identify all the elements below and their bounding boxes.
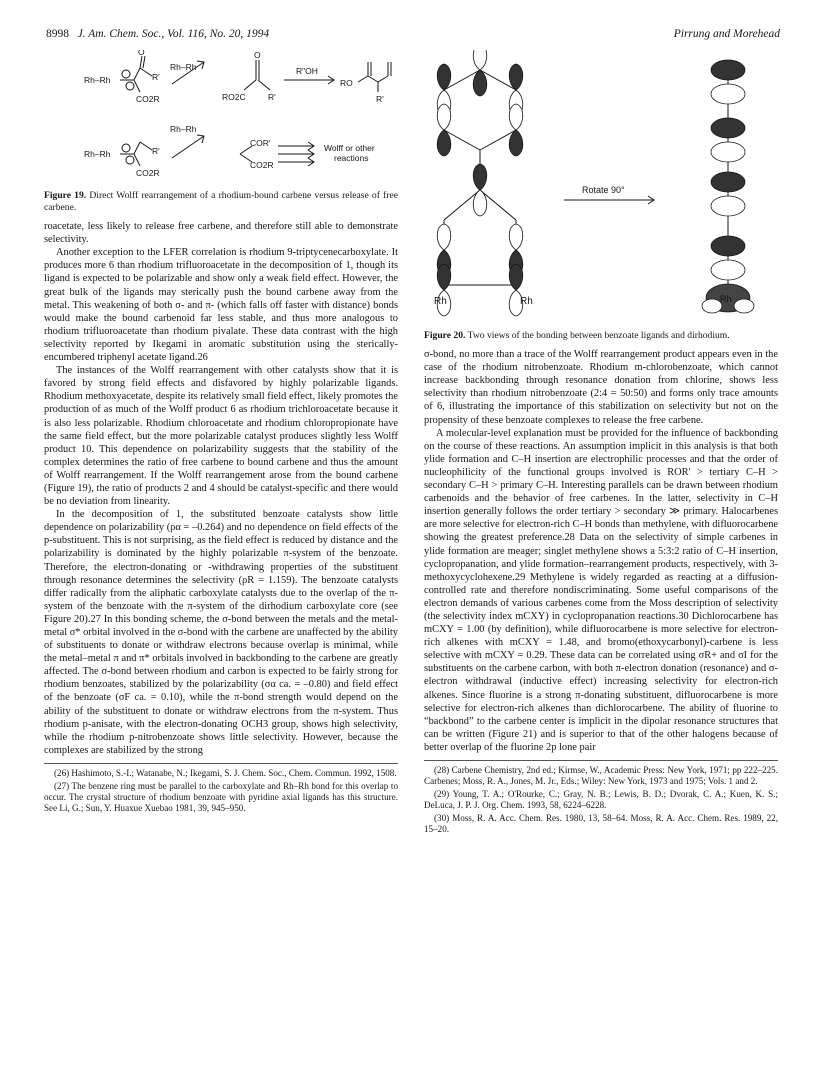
fig20-rotate-label: Rotate 90° (582, 185, 625, 195)
left-footnotes (44, 763, 398, 814)
fig19-ro2c: RO2C (222, 92, 246, 102)
running-header-authors: Pirrung and Morehead (673, 28, 780, 40)
right-paragraph-2: A molecular-level explanation must be provided for the influence of backbonding on the course of these reactions. An assumption implicit in this analysis is that both ylide formation and C–H insertion are electrophilic processes and that the order of nucleophilicity of the functional groups involved is ROR' > tertiary C–H > secondary C–H > primary C–H. Interesting parallels can be drawn between rhodium carbenoids and the behavior of free carbenes. In the latter, selectivity in C–H insertion generally follows the order tertiary > secondary ≫ primary. Halocarbenes are more selective for electron-rich C–H bonds than methylene, with difluorocarbene showing the greatest preference.28 Data on the selectivity of simple carbenes in ylide formation are meager; singlet methylene shows a 5:3:2 ratio of C–H insertion, cyclopropanation, and ylide formation–rearrangement products, respectively, with 3-methoxycyclohexene.29 Methylene is widely regarded as reacting at a diffusion-controlled rate and therefore nondiscriminating. Some useful comparisons of the electron demands of various carbenes come from the Moss description of selectivity (the selectivity index mCXY) in cyclopropanation reactions.30 Dichlorocarbene has mCXY = 1.00 (by definition), while difluorocarbene is more selective for electron-rich alkenes with mCXY = 1.48, and bromo(ethoxycarbonyl)-carbene is less selective with mCXY = 0.29. These data can be correlated using σR+ and σI for the substituents on the carbene carbon, with both π-electron donation (resonance) and σ-electron withdrawal (inductive effect) increasing selectivity for electron-rich alkenes. Since fluorine is a strong π-donating substituent, difluorocarbene is more selective for electron-rich alkenes than dichlorocarbene. The ability of fluorine to “backbond” to the carbene center is implicit in the dipolar resonance structures that can be written (Figure 21) and is superior to that of the other halogens because of better overlap of the fluorine 2p lone pair (424, 427, 779, 753)
figure-20-caption-text: Two views of the bonding between benzoate ligands and dirhodium. (467, 330, 730, 342)
fig19-cor: COR' (250, 138, 271, 148)
footnote-29: (29) Young, T. A.; O'Rourke, C.; Gray, N. B.; Lewis, B. D.; Dvorak, C. A.; Kuen, K. S.; DeLuca, J. P. J. Org. Chem. 1993, 58, 6224–6228. (424, 789, 778, 810)
fig19-rhrh-bottom: Rh–Rh (170, 124, 197, 134)
fig19-alcohol: R"OH (296, 66, 318, 76)
page-number: 8998 (46, 28, 69, 40)
fig19-co2r-bottom: CO2R (136, 168, 160, 178)
fig19-wolff-label: Wolff or other (324, 143, 375, 153)
journal-citation: J. Am. Chem. Soc., Vol. 116, No. 20, 1994 (77, 28, 270, 40)
right-footnotes (424, 760, 778, 835)
left-column (44, 50, 398, 816)
fig19-rhrh-top: Rh–Rh (170, 62, 197, 72)
footnote-27: (27) The benzene ring must be parallel to the carboxylate and Rh–Rh bond for this overlap to occur. The crystal structure of rhodium benzoate with pyridine axial ligands has this structure. See Li, G.; Sun, Y. Huaxue Xuebao 1981, 39, 945–950. (44, 780, 398, 813)
footnote-28: (28) Carbene Chemistry, 2nd ed.; Kirmse, W., Academic Press: New York, 1971; pp 222–225. Carbenes; Moss, R. A., Jones, M. Jr., Eds.; Wiley: New York, 1973 and 1975; Vols. 1 and 2. (424, 765, 778, 786)
fig19-malonate-rprime: R' (376, 94, 384, 104)
running-header-left (46, 28, 269, 40)
figure-19 (44, 50, 398, 214)
figure-20-caption (424, 330, 778, 342)
fig19-reactions-label: reactions (334, 153, 369, 163)
left-paragraph-2: Another exception to the LFER correlation is rhodium 9-triptycenecarboxylate. It produces more 6 than rhodium trifluoroacetate in the decomposition of 1, though its ligand is expected to be polarizable and show only a weak field effect. However, the great bulk of the ligands may sterically push the bound carbene away from the metal. This weakening of both σ- and π- (which falls off faster with distance) bonds would make the bound carbenoid far less stable, and thus more analogous to rhodium trifluoroacetate than rhodium pivalate. These data contrast with the high selectivity reported by Ikegami in aromatic substitution using the sterically-encumbered triphenyl acetate ligand.26 (44, 247, 398, 364)
right-paragraph-1: σ-bond, no more than a trace of the Wolff rearrangement product appears even in the case of the rhodium nitrobenzoate. Rhodium m-chlorobenzoate, which cannot increase backbonding through resonance donation from chlorine, shows less selectivity than rhodium nitrobenzoate (2:4 = 50:50) and forms only trace amounts of 6, illustrating the importance of this stabilization on selectivity but not on the propensity of these benzoate complexes to release the free carbene. (424, 349, 778, 426)
fig20-rh-right: Rh (520, 296, 533, 307)
figure-19-caption-text: Direct Wolff rearrangement of a rhodium-bound carbene versus release of free carbene. (44, 190, 398, 214)
fig19-co2r-top: CO2R (136, 94, 160, 104)
fig19-rprime-top: R' (152, 72, 160, 82)
figure-20 (424, 50, 778, 342)
fig19-ro: RO (340, 78, 353, 88)
figure-20-label: Figure 20. (424, 330, 466, 342)
right-column (424, 50, 778, 837)
left-paragraph-4: In the decomposition of 1, the substituted benzoate catalysts show little dependence on polarizability (ρα = –0.264) and no dependence on field effects of the p-substituent. This is not surprising, as the field effect is reduced by distance and the polarizability is dominated by the highly polarizable π-system of the benzoate. Therefore, the electron-donating or -withdrawing properties of the substituent through resonance determines the selectivity (ρR = 1.159). The benzoate catalysts differ radically from the aliphatic carboxylate catalysts due to the overlap of the π-system of the benzoate with the π-system of the dirhodium carboxylate core (see Figure 20).27 In this bonding scheme, the σ-bond between the metals and the metal-metal σ* orbital involved in the σ-bond with the carbene are unaffected by the ability of substituents to donate or withdraw electrons because overlap is minimal, while the metal–metal π and π* orbitals involved in backbonding to the carbene are greatly affected. The σ-bond between rhodium and carbon is expected to be fairly strong for rhodium benzoates, stabilized by the polarizability (σα ca. = –0.80) and field effect of the benzoate (σF ca. = 0.10), while the π-bond strength would depend on the ability of the substituent to donate or withdraw electrons from the π-system. Thus rhodium p-anisate, with the electron-donating OCH3 group, shows high selectivity, while the rhodium p-nitrobenzoate shows little selectivity. However, because the complexes are stabilized by the strong (44, 509, 398, 756)
fig20-rh-left: Rh (434, 296, 447, 307)
fig19-rh-label-top: Rh–Rh (84, 75, 111, 85)
left-paragraph-1: roacetate, less likely to release free carbene, and therefore still able to demonstrate selectivity. (44, 221, 398, 246)
figure-20-orbitals (424, 50, 778, 322)
footnote-30: (30) Moss, R. A. Acc. Chem. Res. 1980, 13, 58–64. Moss, R. A. Acc. Chem. Res. 1989, 22, 15–20. (424, 813, 778, 834)
figure-19-label: Figure 19. (44, 190, 87, 202)
fig19-ketene-o: O (254, 50, 261, 60)
footnote-26: (26) Hashimoto, S.-I.; Watanabe, N.; Ikegami, S. J. Chem. Soc., Chem. Commun. 1992, 1508. (54, 767, 397, 778)
figure-19-scheme (44, 50, 398, 182)
fig20-rh-rotated: Rh (720, 294, 732, 304)
fig19-rh-label-bottom: Rh–Rh (84, 149, 111, 159)
fig19-co2r-carbene: CO2R (250, 160, 274, 170)
fig19-ketene-rprime: R' (268, 92, 276, 102)
fig19-o-top: O (138, 50, 145, 57)
left-paragraph-3: The instances of the Wolff rearrangement with other catalysts show that it is favored by strong field effects and disfavored by highly polarizable ligands. Rhodium methoxyacetate, despite its relatively small field effect, likely promotes the production of as much of the Wolff product 6 as rhodium trichloroacetate because it is also less polarizable. Rhodium chloroacetate and rhodium chloropropionate have the same field effect, but the more polarizable catalyst produces slightly less Wolff product 10. This dependence on polarizability suggests that the stability of the complex determines the ratio of free carbene to bound carbene and thus the amount of Wolff rearrangement. If the Wolff rearrangement arose from the bound carbene (Figure 19), the ratio of products 2 and 4 should be catalyst-specific and there would be no deviation from linearity. (44, 365, 398, 508)
fig19-rprime-bottom: R' (152, 146, 160, 156)
figure-19-caption (44, 190, 398, 214)
